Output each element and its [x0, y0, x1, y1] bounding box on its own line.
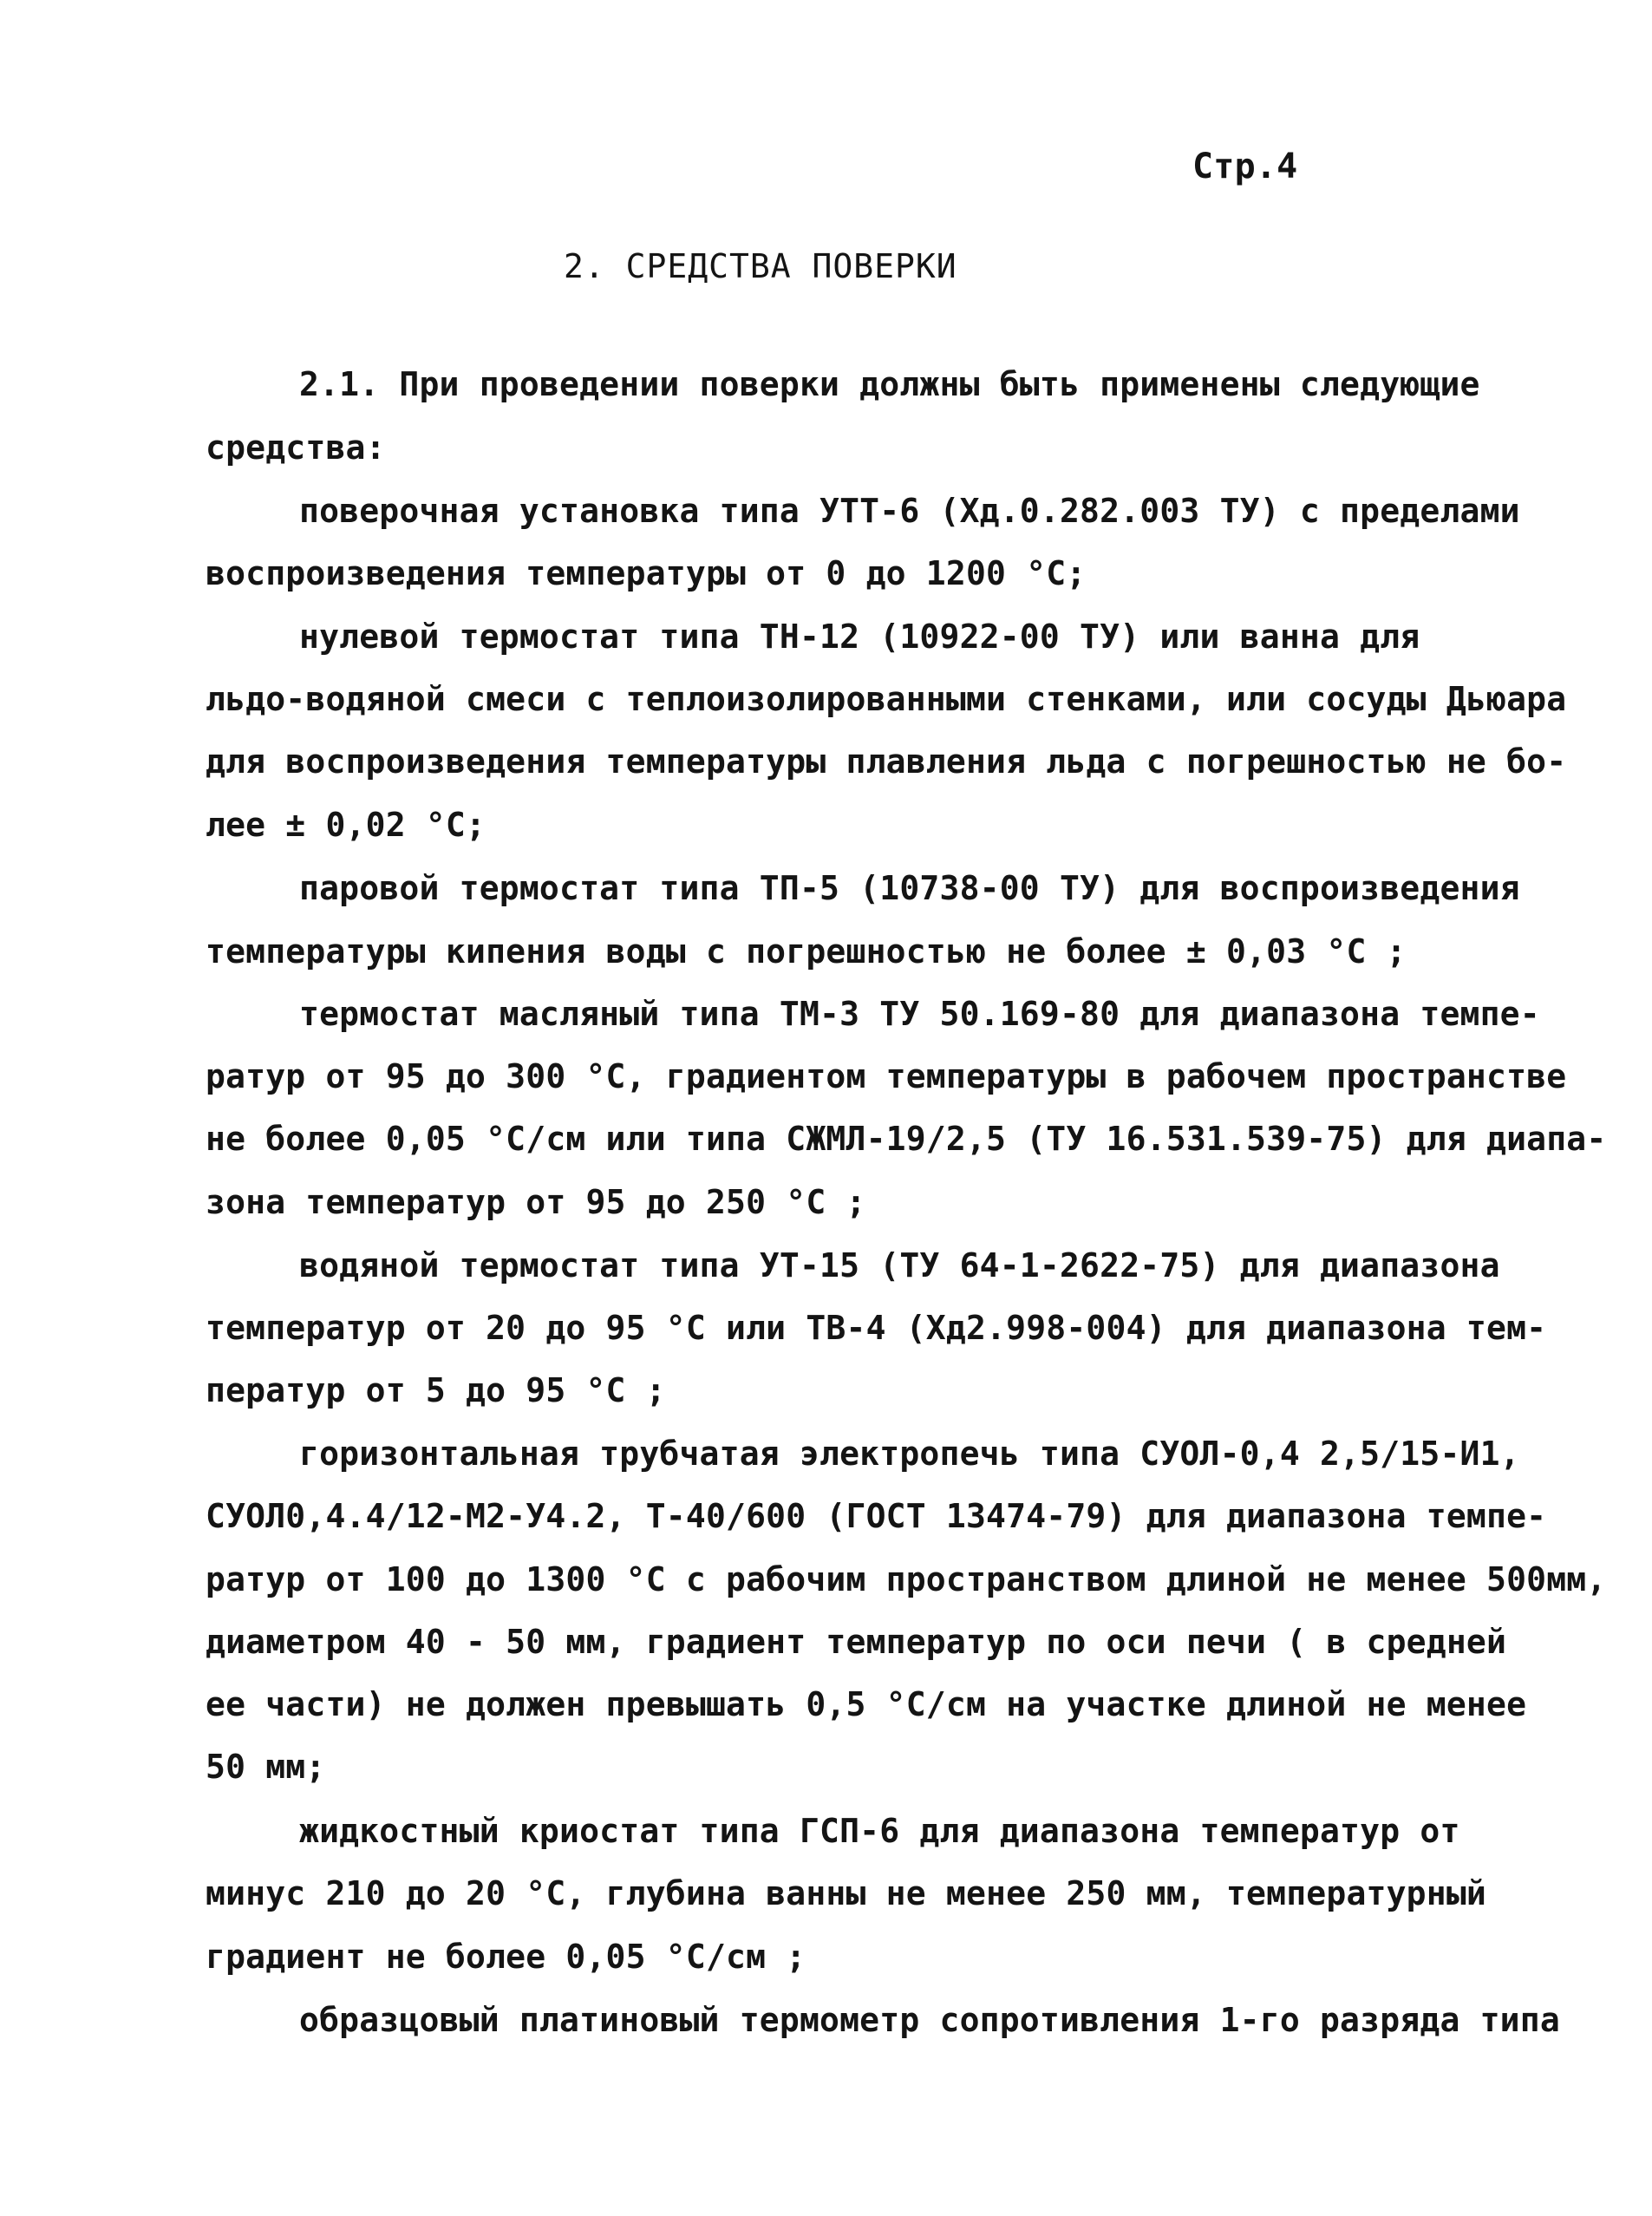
paragraph-line: температуры кипения воды с погрешностью не более ± 0,03 °С ; [206, 932, 1407, 971]
paragraph-line: образцовый платиновый термометр сопротивления 1-го разряда типа [299, 2001, 1560, 2039]
section-heading: 2. СРЕДСТВА ПОВЕРКИ [564, 247, 957, 285]
paragraph-line: термостат масляный типа ТМ-3 ТУ 50.169-80 для диапазона темпе- [299, 995, 1540, 1033]
paragraph-line: средства: [206, 428, 386, 467]
paragraph-line: жидкостный криостат типа ГСП-6 для диапазона температур от [299, 1812, 1460, 1850]
paragraph-line: СУОЛ0,4.4/12-М2-У4.2, Т-40/600 (ГОСТ 13474-79) для диапазона темпе- [206, 1497, 1547, 1535]
paragraph-line: ее части) не должен превышать 0,5 °С/см на участке длиной не менее [206, 1685, 1527, 1723]
paragraph-line: градиент не более 0,05 °С/см ; [206, 1938, 806, 1976]
paragraph-line: минус 210 до 20 °С, глубина ванны не менее 250 мм, температурный [206, 1874, 1486, 1912]
paragraph-line: лее ± 0,02 °С; [206, 806, 486, 844]
paragraph-line: поверочная установка типа УТТ-6 (Хд.0.282.003 ТУ) с пределами [299, 492, 1520, 530]
page-number: Стр.4 [1192, 147, 1298, 186]
paragraph-line: ратур от 95 до 300 °С, градиентом температуры в рабочем пространстве [206, 1057, 1567, 1095]
paragraph-line: зона температур от 95 до 250 °С ; [206, 1183, 866, 1221]
paragraph-line: 2.1. При проведении поверки должны быть применены следующие [299, 365, 1480, 403]
paragraph-line: горизонтальная трубчатая электропечь типа СУОЛ-0,4 2,5/15-И1, [299, 1435, 1520, 1473]
paragraph-line: не более 0,05 °С/см или типа СЖМЛ-19/2,5 (ТУ 16.531.539-75) для диапа- [206, 1120, 1607, 1158]
paragraph-line: температур от 20 до 95 °С или ТВ-4 (Хд2.998-004) для диапазона тем- [206, 1309, 1547, 1347]
paragraph-line: для воспроизведения температуры плавления льда с погрешностью не бо- [206, 742, 1567, 781]
paragraph-line: ператур от 5 до 95 °С ; [206, 1371, 666, 1409]
paragraph-line: нулевой термостат типа ТН-12 (10922-00 ТУ) или ванна для [299, 618, 1420, 656]
paragraph-line: льдо-водяной смеси с теплоизолированными стенками, или сосуды Дьюара [206, 680, 1567, 718]
paragraph-line: паровой термостат типа ТП-5 (10738-00 ТУ) для воспроизведения [299, 869, 1520, 907]
paragraph-line: водяной термостат типа УТ-15 (ТУ 64-1-2622-75) для диапазона [299, 1246, 1500, 1284]
paragraph-line: воспроизведения температуры от 0 до 1200 °С; [206, 554, 1087, 592]
paragraph-line: 50 мм; [206, 1748, 326, 1786]
paragraph-line: диаметром 40 - 50 мм, градиент температур по оси печи ( в средней [206, 1623, 1507, 1661]
paragraph-line: ратур от 100 до 1300 °С с рабочим пространством длиной не менее 500мм, [206, 1560, 1607, 1598]
